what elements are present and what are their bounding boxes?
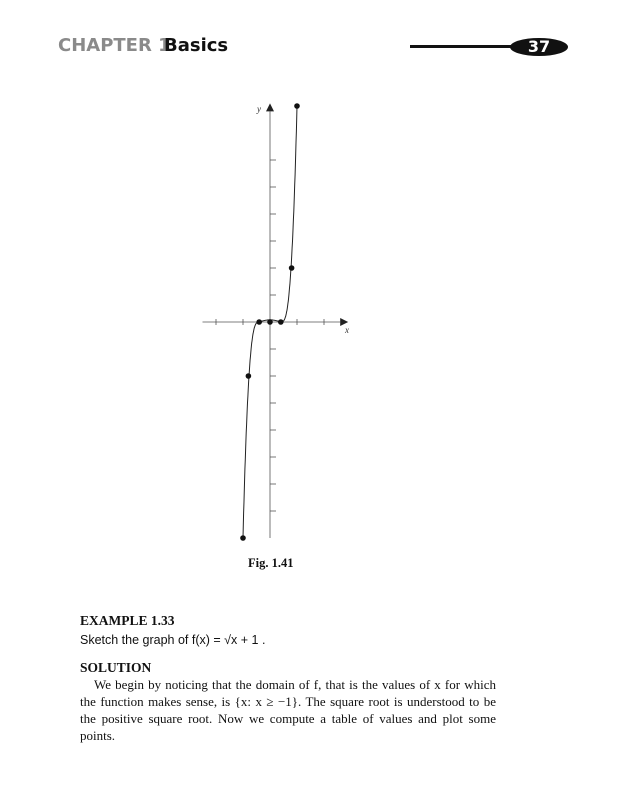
data-point-4 <box>278 319 284 325</box>
data-point-6 <box>294 103 300 109</box>
x-axis-label: x <box>345 325 349 335</box>
data-point-1 <box>246 373 252 379</box>
y-axis-label: y <box>257 104 261 114</box>
section-title: Basics <box>164 35 229 56</box>
data-point-0 <box>240 535 246 541</box>
data-point-5 <box>289 265 295 271</box>
example-title: EXAMPLE 1.33 <box>80 613 175 628</box>
figure-caption: Fig. 1.41 <box>248 556 294 570</box>
chapter-label: CHAPTER 1 <box>58 35 171 56</box>
data-point-3 <box>267 319 273 325</box>
example-prompt: Sketch the graph of f(x) = √x + 1 . <box>80 633 266 647</box>
solution-title: SOLUTION <box>80 660 152 675</box>
data-point-2 <box>256 319 262 325</box>
page-number-badge: 37 <box>510 38 568 56</box>
y-axis-arrow <box>266 103 274 111</box>
solution-body: We begin by noticing that the domain of f, that is the values of x for which the function makes sense, is {x: x ≥ −1}. The square root is understood to be the positive square root. Now we compute a table of values and plot some points. <box>80 677 496 743</box>
